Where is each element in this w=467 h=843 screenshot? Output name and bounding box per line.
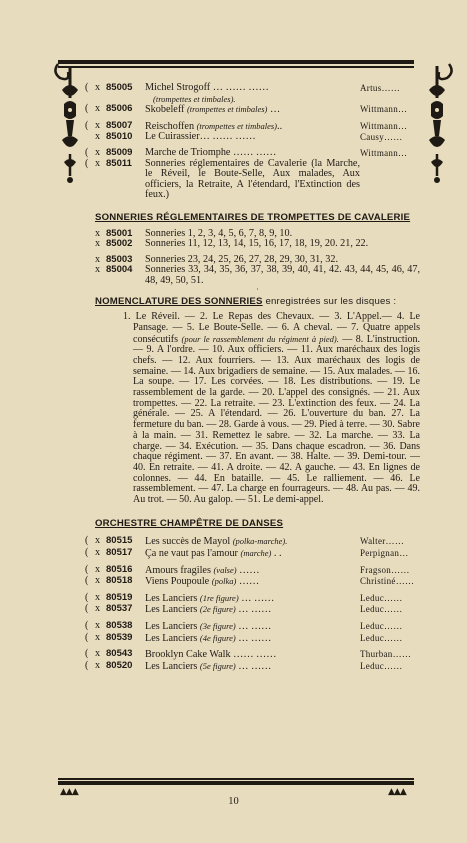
record-row	[85, 103, 420, 116]
record-title: Les Lanciers (3e figure) … ……	[145, 620, 272, 632]
record-title: Les Lanciers (4e figure) … ……	[145, 632, 272, 644]
sonnerie-text: Sonneries 33, 34, 35, 36, 37, 38, 39, 40, 41, 42. 43, 44, 45, 46, 47, 48, 49, 50, 51.	[145, 264, 420, 286]
bottom-rule-thick	[58, 781, 414, 785]
sonnerie-text: Sonneries 11, 12, 13, 14, 15, 16, 17, 18, 19, 20. 21, 22.	[145, 238, 369, 250]
record-artist: Wittmann…	[360, 120, 408, 131]
record-number: 80538	[106, 619, 133, 631]
record-number: 85009	[106, 146, 133, 158]
record-x: x	[95, 146, 101, 158]
record-row: ( x 80539 Les Lanciers (4e figure) … …… Leduc……	[95, 633, 420, 645]
record-number: 80518	[106, 575, 133, 587]
record-number: 80516	[106, 563, 133, 575]
page-number: 10	[228, 796, 239, 807]
record-number: 85007	[106, 119, 133, 131]
record-row: ( x 80517 Ça ne vaut pas l'amour (marche) . . Perpignan…	[95, 548, 420, 560]
record-artist: Fragson……	[360, 564, 410, 575]
section-heading-sonneries: SONNERIES RÉGLEMENTAIRES DE TROMPETTES DE CAVALERIE	[95, 211, 411, 223]
record-subtitle: (trompettes et timbales).	[153, 93, 236, 104]
record-number: 85006	[106, 103, 133, 115]
brace-mark: (	[85, 146, 89, 158]
record-row: ( x 80515 Les succès de Mayol (polka-marche). Walter……	[95, 536, 420, 548]
record-x: x	[95, 131, 101, 143]
record-row	[85, 157, 420, 201]
record-title: Marche de Triomphe …… ……	[145, 146, 277, 158]
record-title: Brooklyn Cake Walk …… ……	[145, 649, 277, 661]
triangle-ornament-right-icon: ▲▲▲	[388, 787, 406, 797]
right-ornament-icon	[417, 58, 457, 188]
record-artist: Wittmann…	[360, 147, 408, 158]
record-row: ( x 80543 Brooklyn Cake Walk …… …… Thurban……	[95, 649, 420, 661]
triangle-ornament-left-icon: ▲▲▲	[60, 787, 78, 797]
catalog-content	[85, 82, 420, 672]
record-row	[85, 146, 420, 159]
record-number: 80543	[106, 648, 133, 660]
record-title: Amours fragiles (valse) ……	[145, 564, 260, 576]
record-title: Les succès de Mayol (polka-marche).	[145, 536, 288, 548]
record-title: Les Lanciers (2e figure) … ……	[145, 604, 272, 616]
record-number: 80515	[106, 535, 133, 547]
record-artist: Leduc……	[360, 632, 403, 643]
record-number: 80517	[106, 546, 133, 558]
record-row: ( x 80519 Les Lanciers (1re figure) … …… Leduc……	[95, 593, 420, 605]
record-row	[85, 119, 420, 133]
top-record-list	[85, 82, 420, 201]
sonnerie-row: x 85002 Sonneries 11, 12, 13, 14, 15, 16, 17, 18, 19, 20. 21, 22.	[95, 239, 420, 250]
section-heading-orchestre: ORCHESTRE CHAMPÊTRE DE DANSES	[95, 517, 284, 529]
record-row	[95, 132, 420, 143]
sonnerie-row: x 85001 Sonneries 1, 2, 3, 4, 5, 6, 7, 8, 9, 10.	[95, 229, 420, 240]
record-number: 80539	[106, 631, 133, 643]
sonnerie-row: x 85003 Sonneries 23, 24, 25, 26, 27, 28, 29, 30, 31, 32.	[95, 255, 420, 266]
section-heading-nomenclature: NOMENCLATURE DES SONNERIES enregistrées sur les disques :	[95, 295, 397, 307]
sonnerie-row: x 85004 Sonneries 33, 34, 35, 36, 37, 38, 39, 40, 41, 42. 43, 44, 45, 46, 47, 48, 49, 50, 51.	[95, 264, 420, 286]
record-x: x	[95, 82, 101, 93]
bottom-rule-thin	[58, 778, 414, 780]
record-title: Michel Strogoff … …… ……	[145, 82, 269, 93]
left-ornament-icon	[50, 58, 90, 188]
record-title: Le Cuirassier… …… ……	[145, 131, 256, 143]
record-row: ( x 80538 Les Lanciers (3e figure) … …… Leduc……	[95, 621, 420, 633]
record-title: Les Lanciers (5e figure) … ……	[145, 660, 272, 672]
record-artist: Perpignan…	[360, 547, 409, 558]
record-number: 85011	[106, 157, 132, 169]
record-number: 85003	[106, 253, 133, 265]
record-number: 85004	[106, 264, 133, 276]
record-artist: Leduc……	[360, 604, 403, 615]
record-row	[85, 82, 420, 94]
top-rule-thick	[58, 60, 414, 64]
record-artist: Leduc……	[360, 660, 403, 671]
record-artist: Thurban……	[360, 649, 412, 660]
record-title: Les Lanciers (1re figure) … ……	[145, 592, 275, 604]
record-title: Reischoffen (trompettes et timbales)..	[145, 120, 283, 132]
record-number: 85002	[106, 238, 133, 250]
brace-mark: (	[85, 82, 89, 93]
record-title: Viens Poupoule (polka) ……	[145, 576, 260, 588]
record-artist: Christiné……	[360, 576, 415, 587]
record-row: ( x 80516 Amours fragiles (valse) …… Fragson……	[95, 565, 420, 577]
record-number: 85001	[106, 227, 133, 239]
record-artist: Causy……	[360, 132, 403, 143]
brace-mark: (	[85, 103, 89, 115]
record-artist: Leduc……	[360, 620, 403, 631]
record-artist: Wittmann…	[360, 104, 408, 115]
record-row: ( x 80537 Les Lanciers (2e figure) … …… Leduc……	[95, 604, 420, 616]
record-title: Ça ne vaut pas l'amour (marche) . .	[145, 547, 282, 559]
record-title: Sonneries réglementaires de Cavalerie (la Marche, le Réveil, le Boute-Selle, Aux malades, Aux officiers, la Retraite, A l'étendard, l'Extinction des feux.)	[145, 157, 360, 201]
brace-mark: (	[85, 157, 89, 169]
record-x: x	[95, 103, 101, 115]
record-x: x	[95, 157, 101, 169]
separator-dot: ·	[256, 284, 259, 294]
brace-mark: (	[85, 119, 89, 131]
record-artist: Artus……	[360, 83, 401, 93]
nomenclature-paragraph: 1. Le Réveil. — 2. Le Repas des Chevaux. — 3. L'Appel.— 4. Le Pansage. — 5. Le Boute-Selle. — 6. A cheval. — 7. Quatre appels consécutifs (pour le rassemblement du régiment à pied). — 8. L'instruction. — 9. A l'ordre. — 10. Aux officiers. — 11. Aux maréchaux des logis chefs. — 12. Aux fourriers. — 13. Aux maréchaux des logis de semaine. — 14. Aux brigadiers de semaine. — 15. Aux malades. — 16. La soupe. — 17. Les corvées. — 18. Les distributions. — 19. Le rassemblement de la garde. — 20. L'appel des consignés. — 21. Aux trompettes. — 22. La retraite. — 23. L'extinction des feux. — 24. La générale. — 25. A l'étendard. — 26. L'ouverture du ban. 27. La fermeture du ban. — 28. Garde à vous. — 29. Pied à terre. — 30. Sabre à la main. — 31. Remettez le sabre. — 32. La marche. — 33. La charge. — 34. Exécution. — 35. Dans chaque escadron. — 36. Dans chaque régiment. — 37. En avant. — 38. Halte. — 39. Demi-tour. — 40. En retraite. — 41. A droite. — 42. A gauche. — 43. En lignes de colonnes. — 44. En bataille. — 45. Le ralliement. — 46. Le rassemblement. — 47. La charge en fourrageurs. — 48. Au pas. — 49. Au trot. — 50. Au galop. — 51. Le demi-appel.	[123, 311, 420, 506]
orchestre-list	[85, 535, 420, 672]
record-row: ( x 80518 Viens Poupoule (polka) …… Christiné……	[95, 576, 420, 588]
record-title: Skobeleff (trompettes et timbales) …	[145, 104, 281, 116]
record-artist: Walter……	[360, 536, 405, 547]
sonnerie-text: Sonneries 1, 2, 3, 4, 5, 6, 7, 8, 9, 10.	[145, 227, 293, 239]
record-number: 80519	[106, 591, 133, 603]
record-number: 80520	[106, 659, 133, 671]
record-number: 85010	[106, 131, 133, 143]
top-rule-thin	[58, 66, 414, 68]
sonneries-list	[95, 229, 420, 287]
record-row: ( x 80520 Les Lanciers (5e figure) … …… Leduc……	[95, 661, 420, 673]
sonnerie-text: Sonneries 23, 24, 25, 26, 27, 28, 29, 30, 31, 32.	[145, 253, 338, 265]
record-x: x	[95, 119, 101, 131]
record-number: 85005	[106, 82, 133, 93]
record-artist: Leduc……	[360, 592, 403, 603]
record-number: 80537	[106, 603, 133, 615]
